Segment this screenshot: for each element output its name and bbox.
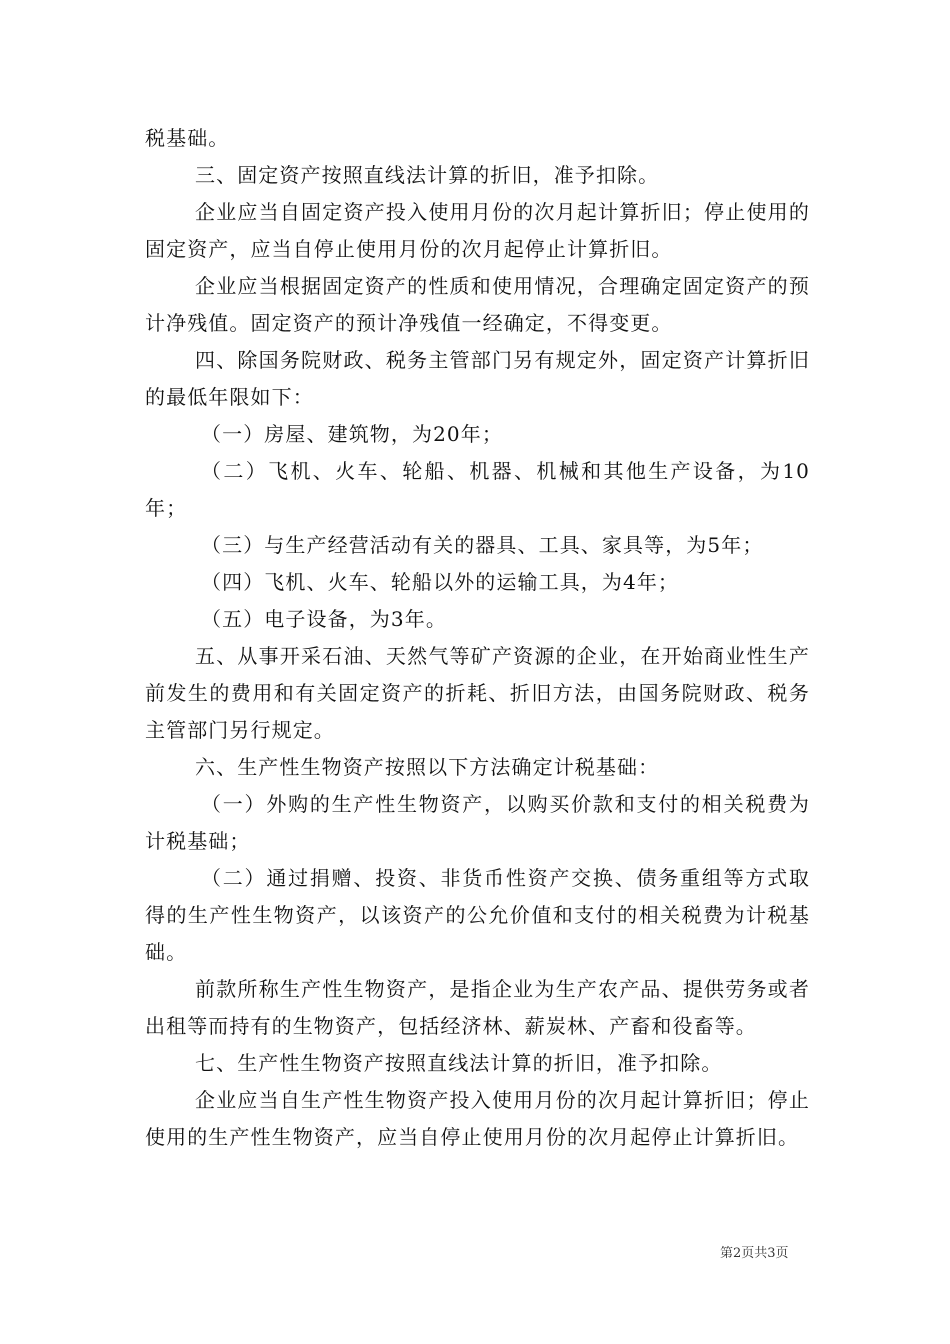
- list-item: （五）电子设备，为3年。: [201, 607, 447, 631]
- list-item: （四）飞机、火车、轮船以外的运输工具，为4年；: [201, 570, 680, 594]
- page-number: 第2页共3页: [720, 1246, 789, 1261]
- paragraph: 前款所称生产性生物资产，是指企业为生产农产品、提供劳务或者出租等而持有的生物资产，包括经济林、薪炭林、产畜和役畜等。: [145, 977, 810, 1038]
- paragraph: 七、生产性生物资产按照直线法计算的折旧，准予扣除。: [195, 1051, 723, 1075]
- list-item: （二）飞机、火车、轮船、机器、机械和其他生产设备，为10年；: [145, 459, 810, 520]
- paragraph: 四、除国务院财政、税务主管部门另有规定外，固定资产计算折旧的最低年限如下：: [145, 348, 810, 409]
- list-item: （一）房屋、建筑物，为20年；: [201, 422, 503, 446]
- paragraph: 五、从事开采石油、天然气等矿产资源的企业，在开始商业性生产前发生的费用和有关固定资产的折耗、折旧方法，由国务院财政、税务主管部门另行规定。: [145, 644, 810, 742]
- paragraph: 企业应当根据固定资产的性质和使用情况，合理确定固定资产的预计净残值。固定资产的预计净残值一经确定，不得变更。: [145, 274, 810, 335]
- paragraph: 六、生产性生物资产按照以下方法确定计税基础：: [195, 755, 660, 779]
- list-item: （二）通过捐赠、投资、非货币性资产交换、债务重组等方式取得的生产性生物资产，以该资产的公允价值和支付的相关税费为计税基础。: [145, 866, 810, 964]
- paragraph: 三、固定资产按照直线法计算的折旧，准予扣除。: [195, 163, 660, 187]
- paragraph: 税基础。: [145, 126, 230, 150]
- paragraph: 企业应当自生产性生物资产投入使用月份的次月起计算折旧；停止使用的生产性生物资产，应当自停止使用月份的次月起停止计算折旧。: [145, 1088, 810, 1149]
- list-item: （一）外购的生产性生物资产，以购买价款和支付的相关税费为计税基础；: [145, 792, 810, 853]
- paragraph: 企业应当自固定资产投入使用月份的次月起计算折旧；停止使用的固定资产，应当自停止使用月份的次月起停止计算折旧。: [145, 200, 810, 261]
- list-item: （三）与生产经营活动有关的器具、工具、家具等，为5年；: [201, 533, 764, 557]
- document-body: [145, 120, 810, 1156]
